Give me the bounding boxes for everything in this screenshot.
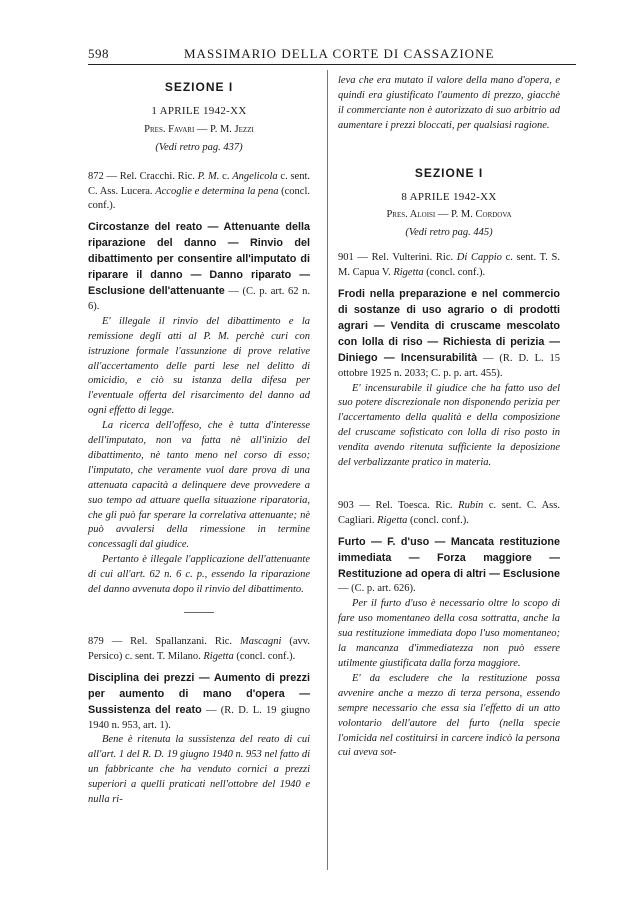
entry-872-maxim-1: E' illegale il rinvio del dibattimento e la remissione degli atti al P. M. perchè curi con istruzione formale l'assunzione di prove relative all'accertamento delle parti lese nel delitto di omicidio, e ciò su istanza della difesa per l'eventuale offerta del risarcimento del danno ad ogni effetto di legge. <box>88 315 310 417</box>
right-column <box>338 74 560 761</box>
session-date: 1 APRILE 1942-XX <box>151 104 247 117</box>
see-reference: (Vedi retro pag. 437) <box>155 141 243 153</box>
entry-872-title: Circostanze del reato — Attenuante della riparazione del danno — Rinvio del dibattimento per consentire all'imputato di riparare il danno — Danno riparato — Esclusione dell'attenuante <box>88 221 310 297</box>
section-heading: SEZIONE I <box>164 80 234 94</box>
left-column <box>88 74 310 808</box>
entry-872-maxim-3: Pertanto è illegale l'applicazione dell'attenuante di cui all'art. 62 n. 6 c. p., essendo la riparazione del danno avvenuta dopo il rinvio del dibattimento. <box>88 554 310 596</box>
entry-901-title: Frodi nella preparazione e nel commercio di sostanze di uso agrario o di prodotti agrari — Vendita di cruscame mescolato con lolla di riso — Richiesta di perizia — Diniego — Incensurabilità <box>338 288 560 364</box>
presiding-info: Pres. Favari — P. M. Jezzi <box>144 123 254 135</box>
entry-879-title: Disciplina dei prezzi — Aumento di prezzi per aumento di mano d'opera — Sussistenza del reato <box>88 671 310 716</box>
running-title: MASSIMARIO DELLA CORTE DI CASSAZIONE <box>184 46 495 61</box>
page-header <box>88 46 576 66</box>
entry-879-heading <box>88 671 310 734</box>
entry-879-continuation: leva che era mutato il valore della mano d'opera, e quindi era giustificato l'aumento di prezzo, giacchè il commerciante non è autorizzato di suo arbitrio ad aumentare i prezzi bloccati, per qualsiasi ragione. <box>338 75 560 131</box>
entry-903-maxim-1: Per il furto d'uso è necessario oltre lo scopo di fare uso momentaneo della cosa sottratta, anche la sua restituzione immediata dopo l'uso momentaneo; la mancanza d'immediatezza non può essere utilmente giustificata dalla forza maggiore. <box>338 598 560 669</box>
entry-879-intro: 879 — Rel. Spallanzani. Ric. Mascagni (avv. Persico) c. sent. T. Milano. Rigetta (concl. conf.). <box>88 636 310 662</box>
presiding-info: Pres. Aloisi — P. M. Cordova <box>386 209 512 221</box>
entry-901-law-ref: — (R. D. L. 15 ottobre 1925 n. 2033; C. p. p. art. 455). <box>338 352 560 379</box>
entry-903-intro: 903 — Rel. Toesca. Ric. Rubin c. sent. C. Ass. Cagliari. Rigetta (concl. conf.). <box>338 499 560 526</box>
entry-903-heading <box>338 535 560 598</box>
entry-901-intro: 901 — Rel. Vulterini. Ric. Di Cappio c. sent. T. S. M. Capua V. Rigetta (concl. conf.). <box>338 252 560 279</box>
entry-903-law-ref: — (C. p. art. 626). <box>338 583 416 595</box>
see-reference: (Vedi retro pag. 445) <box>405 227 493 239</box>
entry-903-maxim-2: E' da escludere che la restituzione possa avvenire anche a mezzo di terza persona, essendo sempre necessario che essa sia l'effetto di un atto volontario dell'autore del furto (nella specie l'omicida nel costituirsi in carcere indicò la persona cui aveva sot- <box>338 672 560 759</box>
entry-872-maxim-2: La ricerca dell'offeso, che è tutta d'interesse dell'imputato, non va fatta nè all'inizio del dibattimento, nè tanto meno nel corso di esso; l'imputato, che veramente vuol dare prova di una attenuata capacità a delinquere deve provvedere a suo tempo ad attuare quella situazione riparatoria, che gli può far sperare la correlativa attenuante; nè può avvalersi della rimessione in termine concessagli dal giudice. <box>88 420 310 551</box>
entry-879-maxim-1: Bene è ritenuta la sussistenza del reato di cui all'art. 1 del R. D. 19 giugno 1940 n. 953 nel fatto di un fabbricante che ha venduto cornici a prezzi superiori a quelli praticati nell'ottobre del 1940 e nulla ri- <box>88 734 310 806</box>
header-rule <box>88 64 576 65</box>
column-divider <box>327 70 328 870</box>
page-number: 598 <box>88 46 109 61</box>
entry-872-intro: 872 — Rel. Cracchi. Ric. P. M. c. Angelicola c. sent. C. Ass. Lucera. Accoglie e determina la pena (concl. conf.). <box>88 170 310 212</box>
entry-872-law-ref: — (C. p. art. 62 n. 6). <box>88 285 310 312</box>
entry-879-law-ref: — (R. D. L. 19 giugno 1940 n. 953, art. 1). <box>88 704 310 731</box>
session-date: 8 APRILE 1942-XX <box>401 190 497 203</box>
entry-903-title: Furto — F. d'uso — Mancata restituzione immediata — Forza maggiore — Restituzione ad opera di altri — Esclusione <box>338 535 560 580</box>
section-heading: SEZIONE I <box>414 165 484 180</box>
entry-901-heading <box>338 287 560 381</box>
entry-901-maxim-1: E' incensurabile il giudice che ha fatto uso del suo potere discrezionale non disponendo perizia per l'accertamento della qualità e della composizione del cruscame sofisticato con lolla di riso posto in vendita avendo ritenuta sufficiente la deposizione del verbalizzante pratico in materia. <box>338 382 560 469</box>
entry-872-heading <box>88 220 310 314</box>
